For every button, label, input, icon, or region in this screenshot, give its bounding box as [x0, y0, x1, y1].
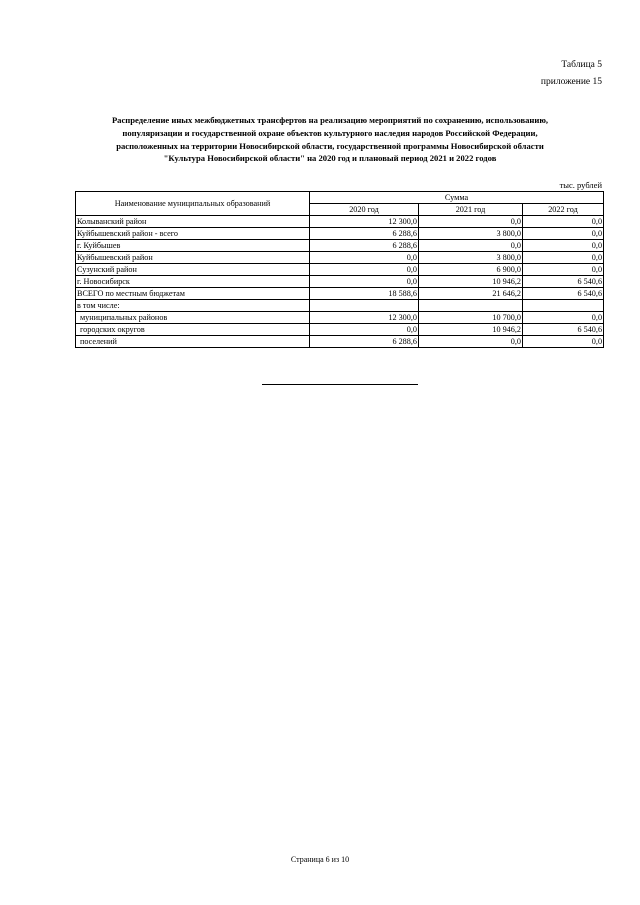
- value-2022: 0,0: [523, 264, 604, 276]
- row-name: г. Куйбышев: [76, 240, 310, 252]
- value-2021: 10 946,2: [419, 324, 523, 336]
- column-header-2020: 2020 год: [310, 204, 419, 216]
- row-name: в том числе:: [76, 300, 310, 312]
- units-label: тыс. рублей: [559, 180, 602, 190]
- table-row: [76, 216, 604, 228]
- value-2021: 0,0: [419, 336, 523, 348]
- title-line-2: популяризации и государственной охране объектов культурного наследия народов Российской Федерации,: [122, 127, 538, 138]
- transfers-table: [75, 191, 604, 348]
- column-header-2021: 2021 год: [419, 204, 523, 216]
- value-2022: 6 540,6: [523, 324, 604, 336]
- value-2020: 6 288,6: [310, 228, 419, 240]
- value-2020: 12 300,0: [310, 216, 419, 228]
- table-row: [76, 276, 604, 288]
- value-2022: 0,0: [523, 240, 604, 252]
- document-title: [60, 114, 600, 165]
- row-name: поселений: [76, 336, 310, 348]
- value-2022: 6 540,6: [523, 288, 604, 300]
- row-name: ВСЕГО по местным бюджетам: [76, 288, 310, 300]
- value-2021: 10 700,0: [419, 312, 523, 324]
- appendix-label: приложение 15: [540, 77, 602, 87]
- page-number: Страница 6 из 10: [290, 855, 350, 864]
- column-header-sum: Сумма: [310, 192, 604, 204]
- row-name: муниципальных районов: [76, 312, 310, 324]
- table-row: [76, 264, 604, 276]
- value-2020: 18 588,6: [310, 288, 419, 300]
- table-row: [76, 312, 604, 324]
- value-2022: 6 540,6: [523, 276, 604, 288]
- table-row: [76, 228, 604, 240]
- value-2020: 6 288,6: [310, 240, 419, 252]
- row-name: Куйбышевский район - всего: [76, 228, 310, 240]
- table-row: [76, 324, 604, 336]
- table-row: [76, 288, 604, 300]
- row-name: городских округов: [76, 324, 310, 336]
- title-line-1: Распределение иных межбюджетных трансфертов на реализацию мероприятий по сохранению, использованию,: [111, 115, 549, 125]
- value-2020: [310, 300, 419, 312]
- title-line-3: расположенных на территории Новосибирской области, государственной программы Новосибирской области: [116, 140, 544, 151]
- value-2020: 0,0: [310, 264, 419, 276]
- row-name: г. Новосибирск: [76, 276, 310, 288]
- separator-line: [262, 384, 418, 385]
- value-2021: 21 646,2: [419, 288, 523, 300]
- column-header-2022: 2022 год: [523, 204, 604, 216]
- value-2022: 0,0: [523, 228, 604, 240]
- value-2021: 6 900,0: [419, 264, 523, 276]
- value-2022: 0,0: [523, 252, 604, 264]
- value-2022: 0,0: [523, 216, 604, 228]
- table-row: [76, 252, 604, 264]
- table-number: Таблица 5: [561, 60, 602, 70]
- value-2021: 0,0: [419, 216, 523, 228]
- table-row: [76, 240, 604, 252]
- value-2021: [419, 300, 523, 312]
- value-2021: 10 946,2: [419, 276, 523, 288]
- table-row: [76, 336, 604, 348]
- value-2020: 0,0: [310, 276, 419, 288]
- value-2022: 0,0: [523, 336, 604, 348]
- row-name: Колыванский район: [76, 216, 310, 228]
- value-2022: [523, 300, 604, 312]
- value-2021: 3 800,0: [419, 228, 523, 240]
- column-header-name: Наименование муниципальных образований: [76, 192, 310, 216]
- value-2022: 0,0: [523, 312, 604, 324]
- value-2020: 0,0: [310, 252, 419, 264]
- row-name: Куйбышевский район: [76, 252, 310, 264]
- row-name: Сузунский район: [76, 264, 310, 276]
- title-line-4: "Культура Новосибирской области" на 2020 год и плановый период 2021 и 2022 годов: [163, 153, 497, 164]
- value-2021: 3 800,0: [419, 252, 523, 264]
- table-row: [76, 300, 604, 312]
- value-2020: 12 300,0: [310, 312, 419, 324]
- value-2020: 0,0: [310, 324, 419, 336]
- value-2021: 0,0: [419, 240, 523, 252]
- value-2020: 6 288,6: [310, 336, 419, 348]
